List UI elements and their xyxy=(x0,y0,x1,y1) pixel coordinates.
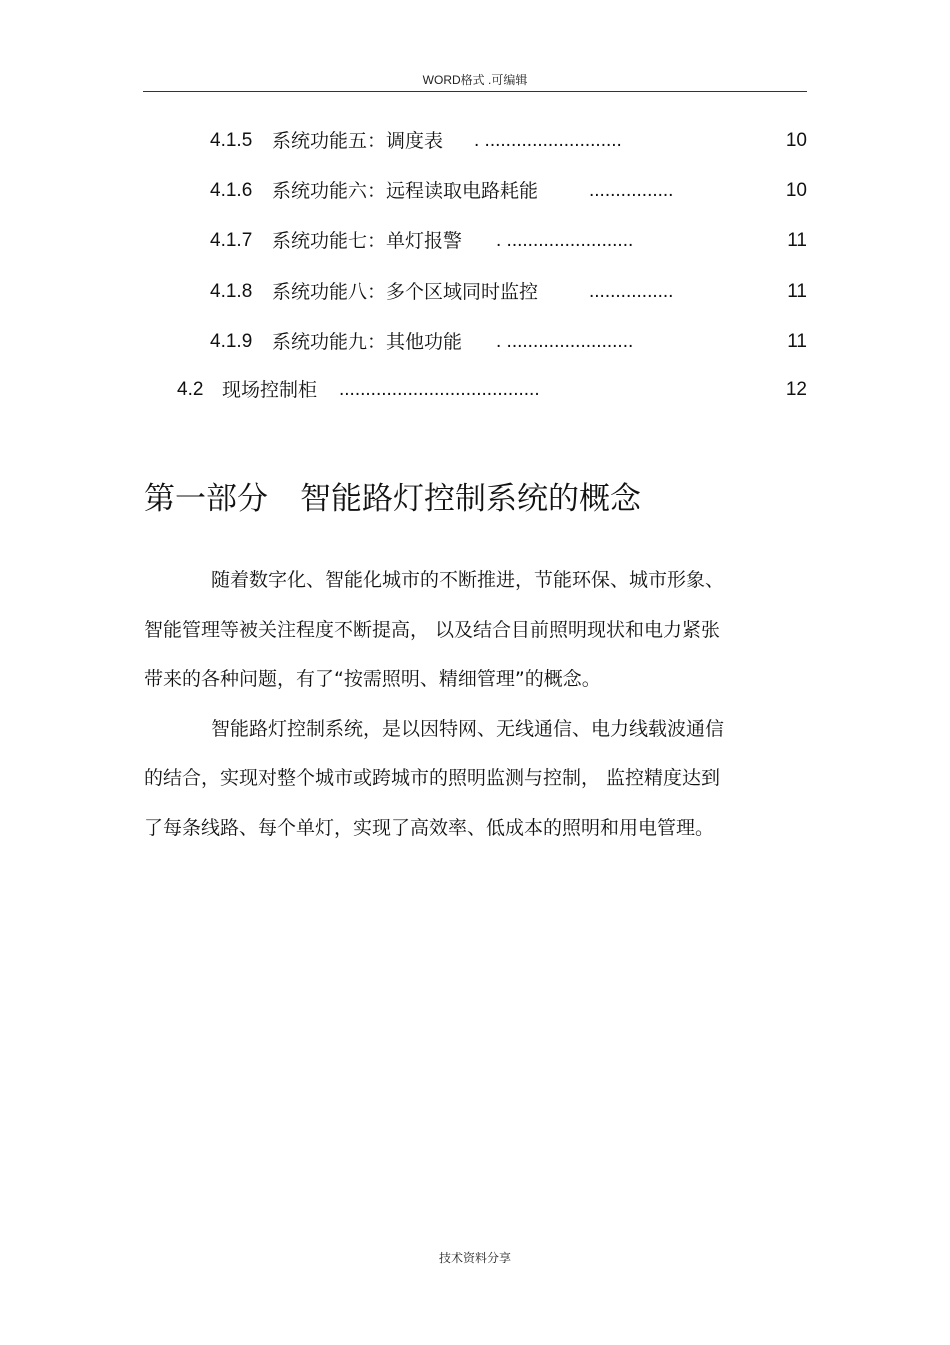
header-divider xyxy=(143,91,807,92)
toc-leader: . ........................ xyxy=(496,230,634,251)
toc-entry[interactable] xyxy=(177,377,807,403)
toc-title: 现场控制柜 xyxy=(222,379,318,401)
toc-page-number: 11 xyxy=(787,230,807,251)
toc-number: 4.2 xyxy=(177,379,204,400)
toc-number: 4.1.8 xyxy=(210,281,253,302)
paragraph-line: 带来的各种问题，有了“按需照明、精细管理”的概念。 xyxy=(144,668,601,690)
toc-number: 4.1.6 xyxy=(210,180,253,201)
paragraph-line: 的结合，实现对整个城市或跨城市的照明监测与控制， 监控精度达到 xyxy=(144,767,721,789)
toc-title: 系统功能八：多个区域同时监控 xyxy=(272,281,539,303)
toc-number: 4.1.5 xyxy=(210,130,253,151)
toc-leader: . .......................... xyxy=(474,130,622,151)
toc-number: 4.1.9 xyxy=(210,331,253,352)
toc-title: 系统功能七：单灯报警 xyxy=(272,230,463,252)
toc-entry[interactable] xyxy=(210,178,807,204)
toc-page-number: 12 xyxy=(785,379,807,400)
toc-entry[interactable] xyxy=(210,128,807,154)
toc-title: 系统功能六：远程读取电路耗能 xyxy=(272,180,539,202)
page-footer: 技术资料分享 xyxy=(438,1251,511,1265)
toc-leader: ...................................... xyxy=(339,379,540,400)
toc-page-number: 11 xyxy=(787,331,807,352)
toc-page-number: 10 xyxy=(785,180,807,201)
toc-leader: ................ xyxy=(589,180,674,201)
section-part-label: 第一部分 xyxy=(144,481,268,517)
toc-entry[interactable] xyxy=(210,329,807,355)
toc-title: 系统功能五：调度表 xyxy=(272,130,444,152)
page-header: WORD格式 .可编辑 xyxy=(422,73,528,87)
toc-page-number: 10 xyxy=(785,130,807,151)
section-heading xyxy=(144,479,641,519)
toc-number: 4.1.7 xyxy=(210,230,253,251)
toc-leader: ................ xyxy=(589,281,674,302)
toc-entry[interactable] xyxy=(210,279,807,305)
paragraph-line: 智能路灯控制系统，是以因特网、无线通信、电力线载波通信 xyxy=(211,718,725,740)
toc-leader: . ........................ xyxy=(496,331,634,352)
paragraph-line: 随着数字化、智能化城市的不断推进，节能环保、城市形象、 xyxy=(211,569,725,591)
paragraph-line: 智能管理等被关注程度不断提高， 以及结合目前照明现状和电力紧张 xyxy=(144,619,721,641)
toc-page-number: 11 xyxy=(787,281,807,302)
toc-entry[interactable] xyxy=(210,228,807,254)
paragraph-line: 了每条线路、每个单灯，实现了高效率、低成本的照明和用电管理。 xyxy=(144,817,715,839)
section-title: 智能路灯控制系统的概念 xyxy=(300,481,641,517)
toc-title: 系统功能九：其他功能 xyxy=(272,331,463,353)
